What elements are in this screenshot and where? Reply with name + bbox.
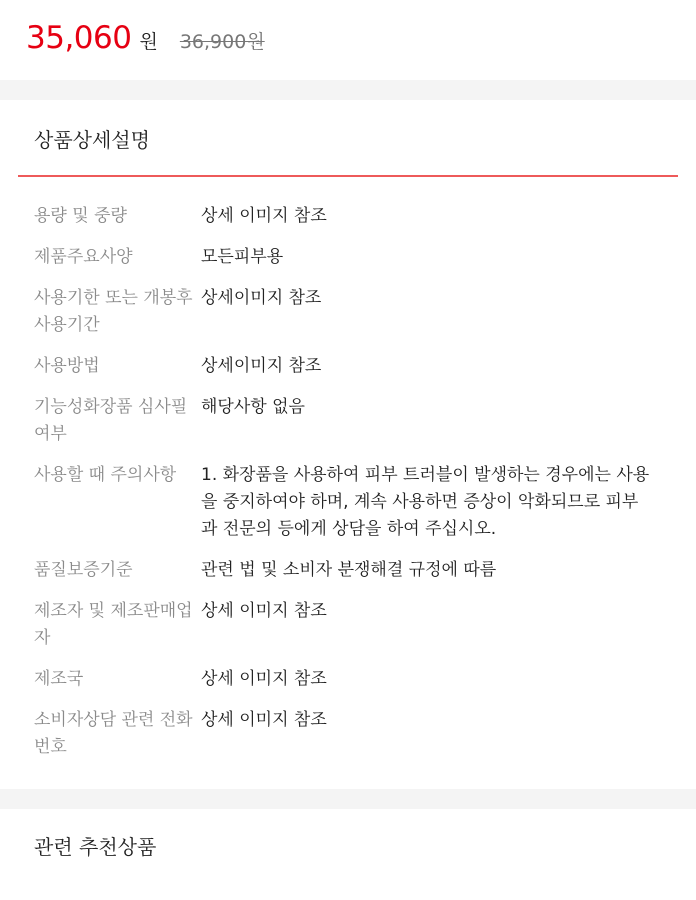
spec-value: 해당사항 없음 (201, 397, 305, 417)
spec-row (0, 394, 696, 448)
spec-row (0, 557, 696, 584)
detail-section-title: 상품상세설명 (34, 128, 150, 152)
original-price: 36,900원 (179, 31, 265, 53)
price-row (26, 20, 265, 56)
related-products-section (0, 809, 696, 865)
section-divider (0, 789, 696, 809)
currency-unit: 원 (139, 31, 158, 53)
spec-label: 사용할 때 주의사항 (34, 465, 177, 485)
spec-value: 상세 이미지 참조 (201, 710, 327, 730)
spec-label: 품질보증기준 (34, 560, 133, 580)
spec-label: 용량 및 중량 (34, 206, 127, 226)
price-bar (0, 0, 696, 80)
related-section-title: 관련 추천상품 (34, 835, 157, 859)
spec-value: 상세이미지 참조 (201, 356, 322, 376)
spec-label: 사용기한 또는 개봉후 사용기간 (34, 288, 193, 335)
spec-row (0, 462, 696, 543)
spec-row (0, 203, 696, 230)
spec-row (0, 244, 696, 271)
spec-label: 제조자 및 제조판매업자 (34, 601, 193, 648)
spec-label: 기능성화장품 심사필여부 (34, 397, 188, 444)
spec-value: 상세 이미지 참조 (201, 669, 327, 689)
product-detail-section (0, 100, 696, 789)
spec-label: 제조국 (34, 669, 84, 689)
spec-row (0, 707, 696, 761)
spec-value: 모든피부용 (201, 247, 284, 267)
spec-row (0, 285, 696, 339)
spec-label: 제품주요사양 (34, 247, 133, 267)
spec-value: 상세 이미지 참조 (201, 206, 327, 226)
spec-value: 상세이미지 참조 (201, 288, 322, 308)
spec-list (0, 177, 696, 789)
sale-price: 35,060 (26, 20, 132, 56)
spec-label: 사용방법 (34, 356, 100, 376)
spec-row (0, 666, 696, 693)
spec-row (0, 353, 696, 380)
section-divider (0, 80, 696, 100)
spec-value: 관련 법 및 소비자 분쟁해결 규정에 따름 (201, 560, 497, 580)
spec-value: 상세 이미지 참조 (201, 601, 327, 621)
spec-value: 1. 화장품을 사용하여 피부 트러블이 발생하는 경우에는 사용을 중지하여야 하며, 계속 사용하면 증상이 악화되므로 피부과 전문의 등에게 상담을 하여 주십시오. (201, 465, 650, 539)
spec-row (0, 598, 696, 652)
spec-label: 소비자상담 관련 전화번호 (34, 710, 193, 757)
